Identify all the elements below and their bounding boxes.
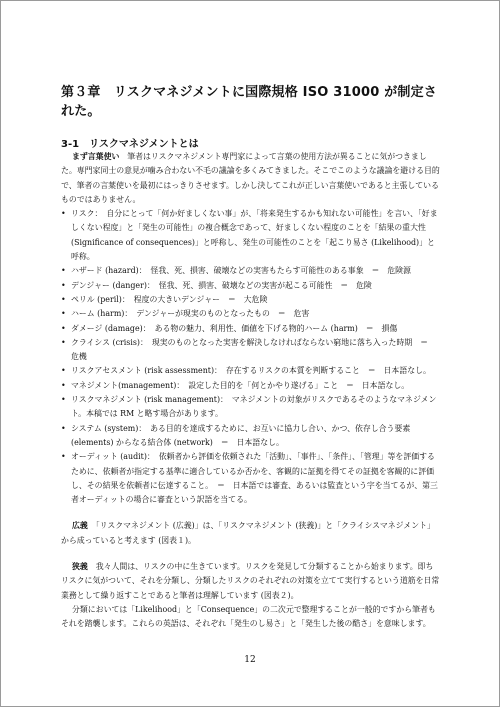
page-number: 12 (244, 655, 256, 665)
broad-paragraph (61, 519, 441, 548)
definition-hazard: • ハザード (hazard)： 怪我、死、損害、破壊などの実害もたらす可能性のある事象 ＝ 危険源 (61, 264, 441, 278)
definition-list (61, 207, 441, 507)
definition-risk: • リスク： 自分にとって「何か好ましくない事」が、「将来発生するかも知れない可能性」を言い、「好ましくない程度」と「発生の可能性」の複合概念であって、好ましくない程度のことを「結果の重大性 (Significance of consequences)」と呼称し、発生の可能性のことを「起こり易さ (Likelihood)」と呼称。 (61, 207, 441, 264)
page-content (61, 81, 441, 632)
intro-lead: まず言葉使い (72, 152, 120, 161)
broad-text: 「リスクマネジメント (広義)」は、「リスクマネジメント (狭義)」と「クライシスマネジメント」から成っていると考えます (図表１)。 (61, 521, 435, 545)
definition-danger: • デンジャー (danger)： 怪我、死、損害、破壊などの実害が起こる可能性 ＝ 危険 (61, 279, 441, 293)
section-title: 3-1 リスクマネジメントとは (61, 139, 199, 150)
definition-risk-management: • リスクマネジメント (risk management)： マネジメントの対象がリスクであるそのようなマネジメント。本稿では RM と略す場合があります。 (61, 393, 441, 422)
definition-risk-assessment: • リスクアセスメント (risk assessment)： 存在するリスクの本質を判断すること ＝ 日本語なし。 (61, 364, 441, 378)
intro-text: 筆者はリスクマネジメント専門家によって言葉の使用方法が異ることに気がつきました。専門家同士の意見が噛み合わない不毛の議論を多くみてきました。そこでこのような議論を避ける目的で、筆者の言葉使いを最初にはっきりさせます。しかし決してこれが正しい言葉使いであると主張しているものではありません。 (61, 152, 440, 204)
definition-harm: • ハーム (harm)： デンジャーが現実のものとなったもの ＝ 危害 (61, 307, 441, 321)
narrow-paragraph (61, 560, 441, 603)
narrow-text: 我々人間は、リスクの中に生きています。リスクを発見して分類することから始まります。即ちリスクに気がついて、それを分類し、分類したリスクのそれぞれの対策を立てて実行するという道筋を日常業務として繰り返すことであると筆者は理解しています (図表２)。 (61, 562, 440, 600)
closing-paragraph: 分類においては「Likelihood」と「Consequence」の二次元で整理することが一般的ですから筆者もそれを踏襲します。これらの英語は、それぞれ「発生のし易さ」と「発生した後の酷さ」を意味します。 (61, 604, 436, 629)
definition-crisis: • クライシス (crisis)： 現実のものとなった実害を解決しなければならない窮地に落ち入った時期 ＝ 危機 (61, 336, 441, 365)
definition-management: • マネジメント(management)： 設定した目的を「何とかやり遂げる」こと ＝ 日本語なし。 (61, 379, 441, 393)
broad-lead: 広義 (72, 521, 88, 531)
chapter-title: 第３章 リスクマネジメントに国際規格 ISO 31000 が制定された。 (61, 85, 438, 119)
definition-peril: • ペリル (peril)： 程度の大きいデンジャー ＝ 大危険 (61, 293, 441, 307)
definition-damage: • ダメージ (damage)： ある物の魅力、利用性、価値を下げる物的ハーム (harm) ＝ 損傷 (61, 322, 441, 336)
definition-audit: • オーディット (audit)： 依頼者から評価を依頼された「活動」、「事件」、「条件」、「管理」等を評価するために、依頼者が指定する基準に適合しているか否かを、客観的に証拠を得てその証拠を客観的に評価し、その結果を依頼者に伝達すること。 ＝ 日本語では審査、あるいは監査という字を当てるが、第三者オーディットの場合に審査という訳語を当てる。 (61, 450, 441, 507)
definition-system: • システム (system)： ある目的を達成するために、お互いに協力し合い、かつ、依存し合う要素 (elements) からなる結合体 (network) ＝ 日本語なし。 (61, 422, 441, 451)
narrow-lead: 狭義 (72, 562, 88, 572)
intro-paragraph (61, 150, 441, 207)
